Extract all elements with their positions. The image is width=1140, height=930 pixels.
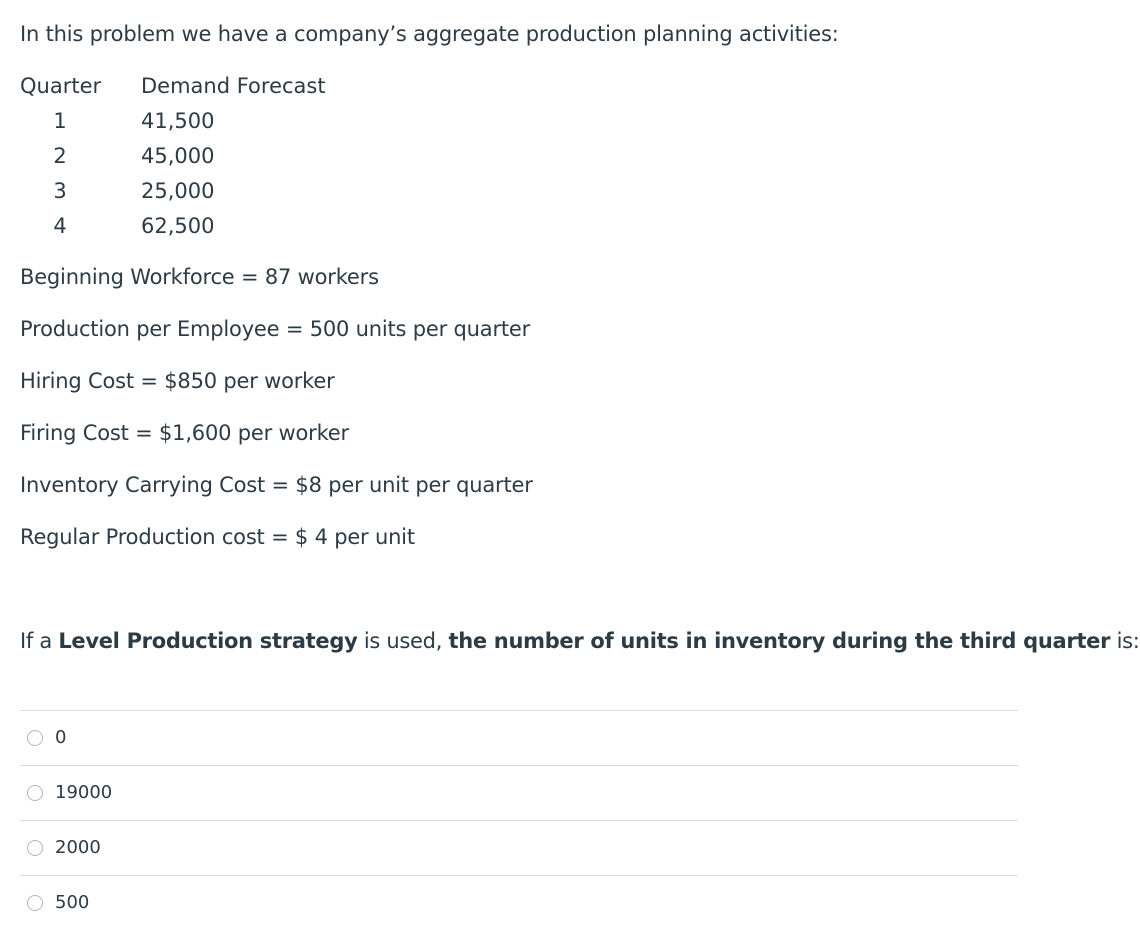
answer-option[interactable] — [20, 820, 1018, 875]
param-inventory-carrying-cost: Inventory Carrying Cost = $8 per unit per quarter — [20, 473, 533, 497]
radio-button[interactable] — [27, 840, 43, 856]
radio-button[interactable] — [27, 730, 43, 746]
answer-label[interactable]: 0 — [55, 727, 67, 748]
demand-cell: 41,500 — [141, 109, 215, 133]
param-firing-cost: Firing Cost = $1,600 per worker — [20, 421, 349, 445]
param-regular-production-cost: Regular Production cost = $ 4 per unit — [20, 525, 415, 549]
answer-label[interactable]: 19000 — [55, 782, 113, 803]
demand-cell: 25,000 — [141, 179, 215, 203]
question-part: If a — [20, 629, 59, 653]
radio-button[interactable] — [27, 785, 43, 801]
quarter-cell: 4 — [53, 214, 67, 238]
quarter-cell: 1 — [53, 109, 67, 133]
question-emphasis: the number of units in inventory during the third quarter — [448, 629, 1111, 653]
demand-cell: 62,500 — [141, 214, 215, 238]
answer-option[interactable] — [20, 710, 1018, 765]
param-hiring-cost: Hiring Cost = $850 per worker — [20, 369, 335, 393]
problem-intro: In this problem we have a company’s aggregate production planning activities: — [20, 22, 839, 46]
param-beginning-workforce: Beginning Workforce = 87 workers — [20, 265, 379, 289]
answer-label[interactable]: 2000 — [55, 837, 101, 858]
quarter-cell: 2 — [53, 144, 67, 168]
question-emphasis: Level Production strategy — [58, 629, 358, 653]
header-quarter: Quarter — [20, 74, 102, 98]
question-text — [20, 627, 1140, 655]
answer-options — [20, 710, 1018, 930]
header-demand-forecast: Demand Forecast — [141, 74, 326, 98]
answer-label[interactable]: 500 — [55, 892, 90, 913]
question-part: is: — [1110, 629, 1140, 653]
answer-option[interactable] — [20, 765, 1018, 820]
param-production-per-employee: Production per Employee = 500 units per quarter — [20, 317, 531, 341]
quarter-cell: 3 — [53, 179, 67, 203]
answer-option[interactable] — [20, 875, 1018, 930]
demand-cell: 45,000 — [141, 144, 215, 168]
radio-button[interactable] — [27, 895, 43, 911]
question-part: is used, — [357, 629, 449, 653]
